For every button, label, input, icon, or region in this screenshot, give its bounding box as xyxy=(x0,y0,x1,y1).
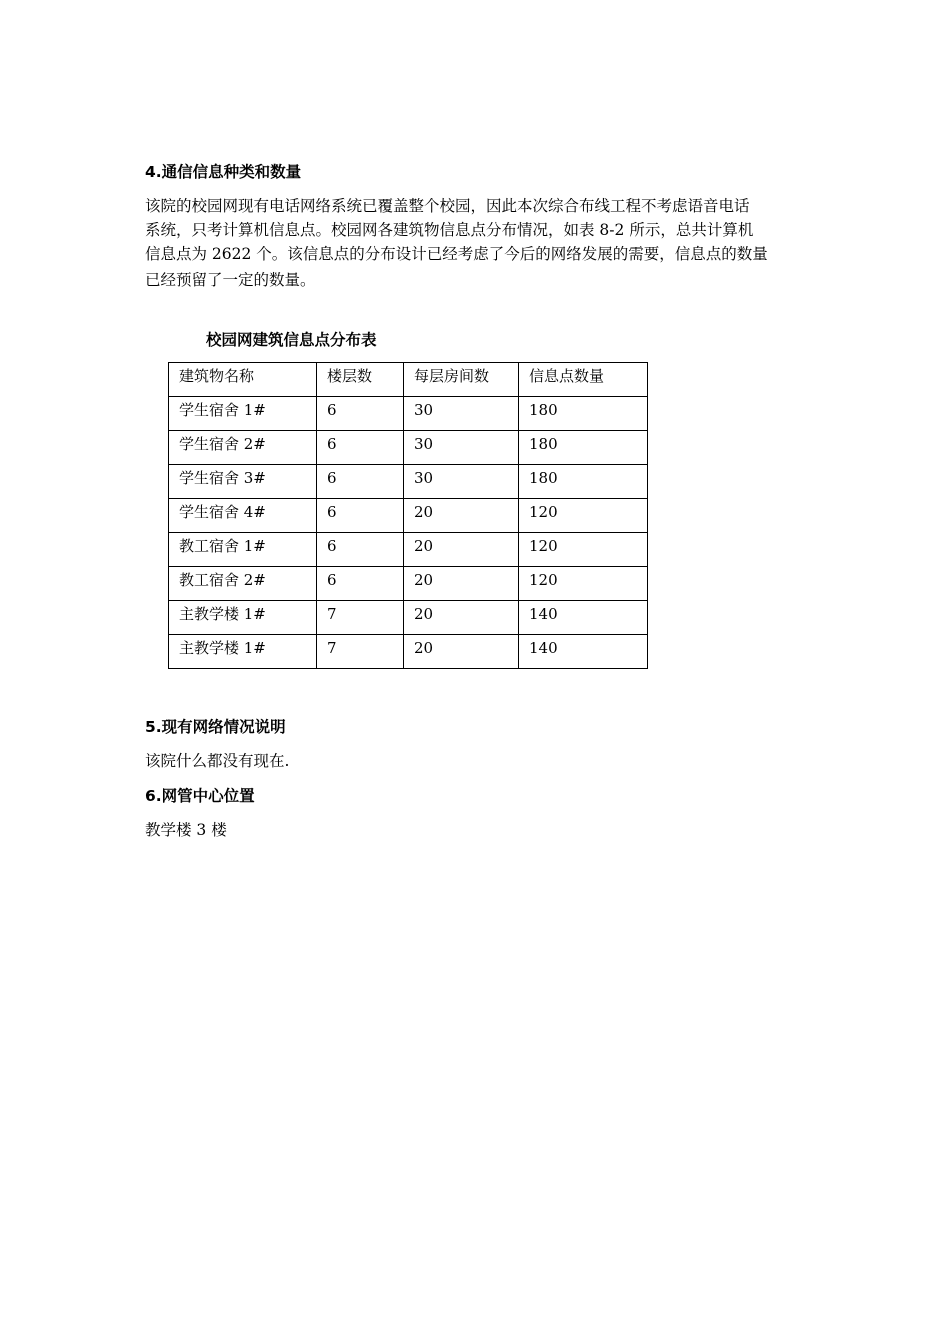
section-5-text: 该院什么都没有现在. xyxy=(145,752,290,770)
cell-points: 180 xyxy=(519,397,648,431)
section-4-paragraph-line-1: 该院的校园网现有电话网络系统已覆盖整个校园，因此本次综合布线工程不考虑语音电话 xyxy=(145,197,750,215)
cell-points: 140 xyxy=(519,601,648,635)
column-header-floors: 楼层数 xyxy=(317,363,404,397)
section-4-paragraph-line-2: 系统，只考计算机信息点。校园网各建筑物信息点分布情况，如表 8-2 所示，总共计算机 xyxy=(145,221,754,239)
info-point-table xyxy=(168,362,648,669)
cell-building: 教工宿舍 1# xyxy=(169,533,317,567)
cell-floors: 6 xyxy=(317,567,404,601)
table-row xyxy=(169,567,648,601)
cell-floors: 6 xyxy=(317,533,404,567)
cell-floors: 7 xyxy=(317,601,404,635)
table-row xyxy=(169,499,648,533)
cell-floors: 6 xyxy=(317,465,404,499)
table-row xyxy=(169,465,648,499)
cell-rooms: 30 xyxy=(404,397,519,431)
cell-rooms: 30 xyxy=(404,465,519,499)
cell-floors: 6 xyxy=(317,397,404,431)
cell-points: 180 xyxy=(519,465,648,499)
table-row xyxy=(169,431,648,465)
cell-building: 学生宿舍 4# xyxy=(169,499,317,533)
section-4-heading: 4.通信信息种类和数量 xyxy=(145,163,302,181)
cell-rooms: 20 xyxy=(404,567,519,601)
cell-rooms: 20 xyxy=(404,635,519,669)
cell-building: 学生宿舍 3# xyxy=(169,465,317,499)
table-row xyxy=(169,601,648,635)
table-caption: 校园网建筑信息点分布表 xyxy=(206,331,377,349)
section-6-heading: 6.网管中心位置 xyxy=(145,787,255,805)
table-row xyxy=(169,635,648,669)
cell-floors: 7 xyxy=(317,635,404,669)
cell-building: 主教学楼 1# xyxy=(169,601,317,635)
table-row xyxy=(169,397,648,431)
cell-building: 学生宿舍 1# xyxy=(169,397,317,431)
section-6-text: 教学楼 3 楼 xyxy=(145,821,227,839)
cell-rooms: 30 xyxy=(404,431,519,465)
cell-rooms: 20 xyxy=(404,533,519,567)
cell-points: 140 xyxy=(519,635,648,669)
cell-points: 120 xyxy=(519,499,648,533)
cell-floors: 6 xyxy=(317,431,404,465)
section-4-paragraph-line-4: 已经预留了一定的数量。 xyxy=(145,271,316,289)
table-row xyxy=(169,533,648,567)
cell-building: 主教学楼 1# xyxy=(169,635,317,669)
section-5-heading: 5.现有网络情况说明 xyxy=(145,718,286,736)
section-4-paragraph-line-3: 信息点为 2622 个。该信息点的分布设计已经考虑了今后的网络发展的需要，信息点的数量 xyxy=(145,245,768,263)
cell-points: 120 xyxy=(519,533,648,567)
cell-rooms: 20 xyxy=(404,499,519,533)
column-header-building: 建筑物名称 xyxy=(169,363,317,397)
table-header-row xyxy=(169,363,648,397)
cell-points: 180 xyxy=(519,431,648,465)
cell-building: 学生宿舍 2# xyxy=(169,431,317,465)
cell-building: 教工宿舍 2# xyxy=(169,567,317,601)
column-header-info-points: 信息点数量 xyxy=(519,363,648,397)
cell-floors: 6 xyxy=(317,499,404,533)
cell-rooms: 20 xyxy=(404,601,519,635)
column-header-rooms-per-floor: 每层房间数 xyxy=(404,363,519,397)
cell-points: 120 xyxy=(519,567,648,601)
